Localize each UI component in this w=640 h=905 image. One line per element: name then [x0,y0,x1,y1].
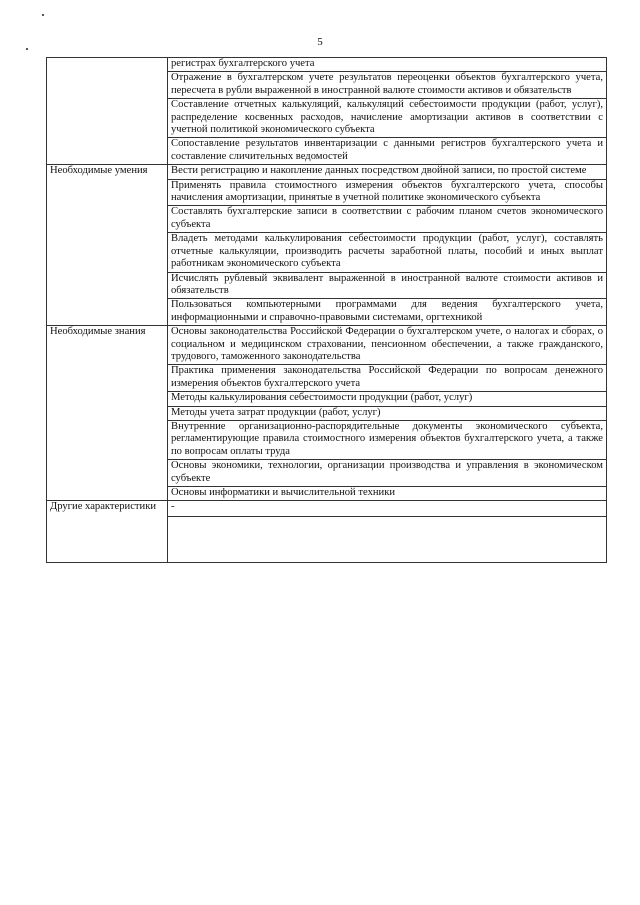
table-cell: Владеть методами калькулирования себестоимости продукции (работ, услуг), составлять отчетные калькуляции, производить расчеты заработной платы, пособий и иных выплат работникам экономического субъекта [168,233,607,272]
table-row [47,501,607,517]
scan-speck [42,14,44,16]
profile-table [46,57,607,563]
row-label-other: Другие характеристики [47,501,168,563]
table-cell: Основы экономики, технологии, организации производства и управления в экономическом субъекте [168,460,607,487]
table-cell: Методы учета затрат продукции (работ, услуг) [168,406,607,420]
table-cell: Составление отчетных калькуляций, калькуляций себестоимости продукции (работ, услуг), распределение косвенных расходов, начисление амортизации активов в соответствии с учетной политикой экономического субъекта [168,99,607,138]
table-row [47,58,607,72]
scan-speck [26,48,28,50]
row-label-knowledge: Необходимые знания [47,326,168,501]
table-cell: регистрах бухгалтерского учета [168,58,607,72]
row-label-skills: Необходимые умения [47,165,168,326]
table-cell: Основы законодательства Российской Федерации о бухгалтерском учете, о налогах и сборах, о социальном и медицинском страховании, пенсионном обеспечении, а также гражданского, трудового, таможенного законодательства [168,326,607,365]
table-cell: Сопоставление результатов инвентаризации с данными регистров бухгалтерского учета и составление сличительных ведомостей [168,138,607,165]
table-cell: Исчислять рублевый эквивалент выраженной в иностранной валюте стоимости активов и обязательств [168,272,607,299]
row-label [47,58,168,165]
table-cell: Отражение в бухгалтерском учете результатов переоценки объектов бухгалтерского учета, пересчета в рубли выраженной в иностранной валюте стоимости активов и обязательств [168,72,607,99]
table-cell-empty [168,517,607,563]
table-row [47,326,607,365]
table-row [47,165,607,179]
page-number: 5 [317,36,323,48]
table-cell: - [168,501,607,517]
table-cell: Основы информатики и вычислительной техники [168,487,607,501]
table-cell: Практика применения законодательства Российской Федерации по вопросам денежного измерения объектов бухгалтерского учета [168,365,607,392]
table-cell: Вести регистрацию и накопление данных посредством двойной записи, по простой системе [168,165,607,179]
table-cell: Применять правила стоимостного измерения объектов бухгалтерского учета, способы начисления амортизации, принятые в учетной политике экономического субъекта [168,179,607,206]
table-cell: Методы калькулирования себестоимости продукции (работ, услуг) [168,392,607,406]
table-cell: Внутренние организационно-распорядительные документы экономического субъекта, регламентирующие правила стоимостного измерения объектов бухгалтерского учета, а также по вопросам оплаты труда [168,420,607,459]
table-cell: Составлять бухгалтерские записи в соответствии с рабочим планом счетов экономического субъекта [168,206,607,233]
table-cell: Пользоваться компьютерными программами для ведения бухгалтерского учета, информационными и справочно-правовыми системами, оргтехникой [168,299,607,326]
